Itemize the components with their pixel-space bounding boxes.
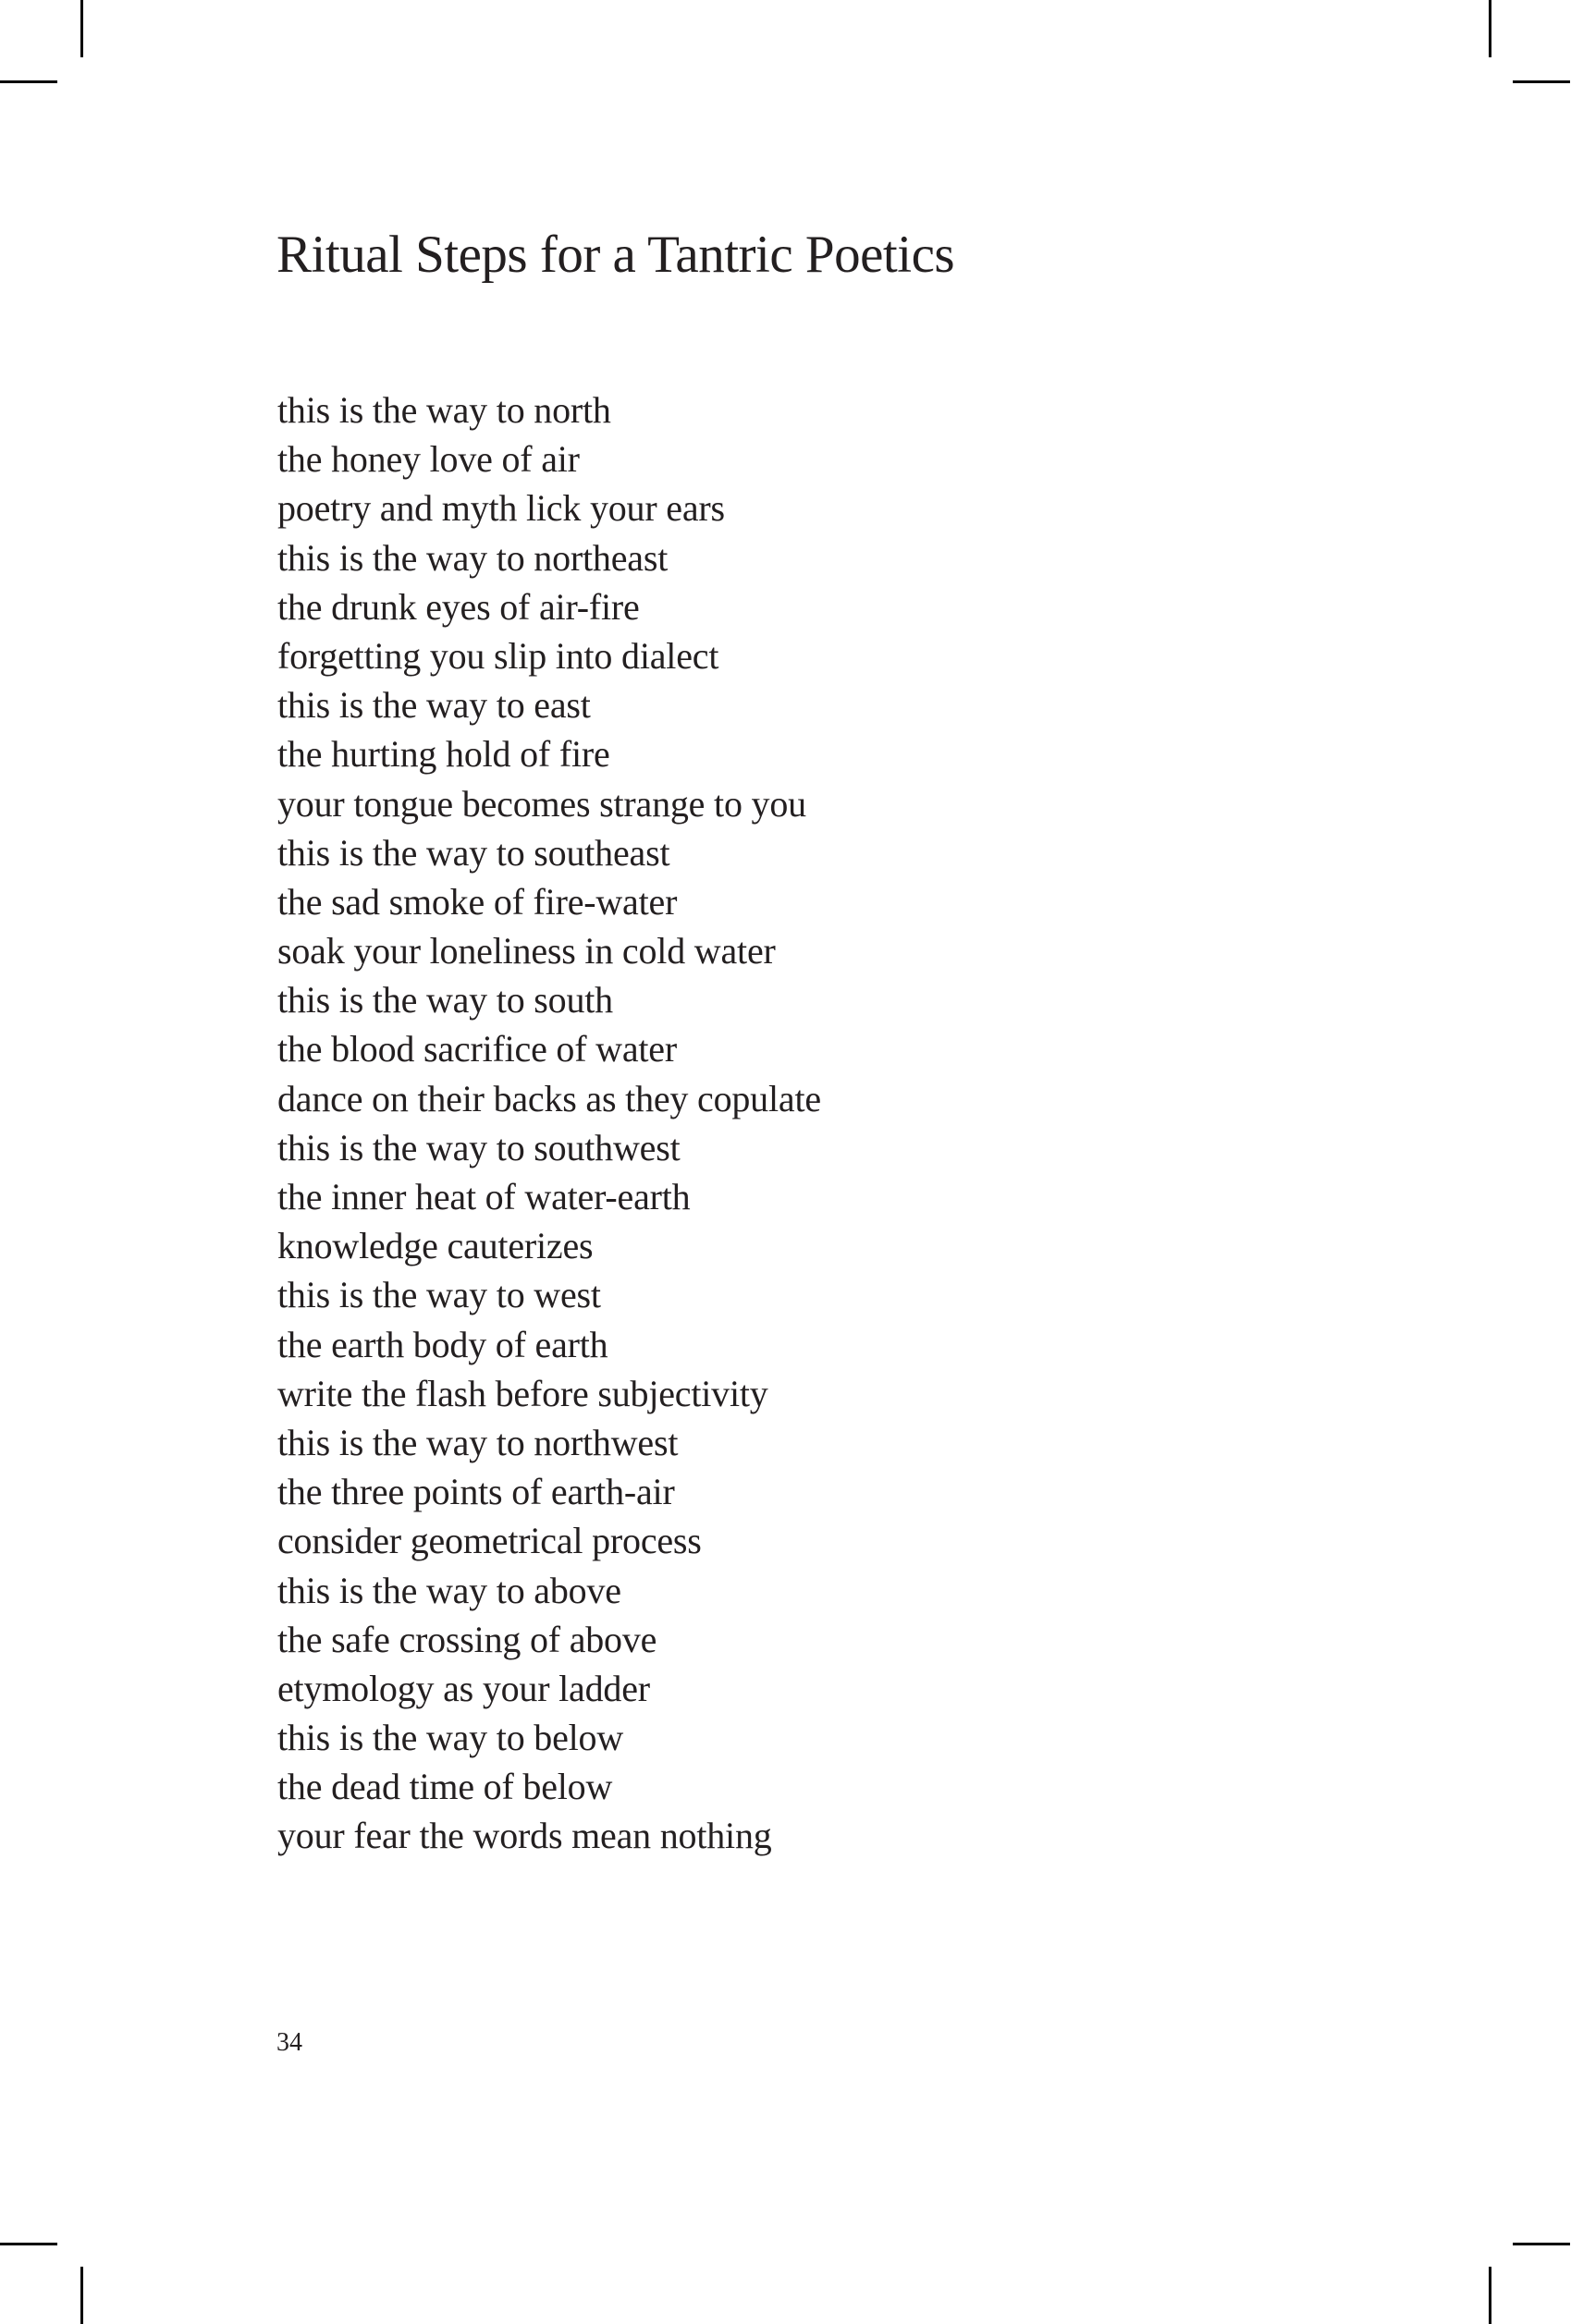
crop-mark-icon	[80, 0, 83, 57]
poem-line: dance on their backs as they copulate	[277, 1077, 821, 1119]
poem-line: knowledge cauterizes	[277, 1225, 594, 1267]
poem-line: consider geometrical process	[277, 1520, 702, 1562]
poem-line: this is the way to south	[277, 979, 613, 1021]
poem-line: this is the way to northeast	[277, 536, 669, 579]
poem-line: poetry and myth lick your ears	[277, 487, 725, 530]
poem-line: this is the way to east	[277, 684, 591, 727]
poem-line: the dead time of below	[277, 1766, 613, 1808]
poem-line: the hurting hold of fire	[277, 733, 610, 776]
page-title: Ritual Steps for a Tantric Poetics	[276, 226, 955, 284]
crop-mark-icon	[0, 2243, 57, 2245]
poem-line: this is the way to northwest	[277, 1421, 679, 1463]
poem-line: this is the way to north	[277, 389, 611, 431]
poem-line: the three points of earth-air	[277, 1471, 675, 1513]
crop-mark-icon	[0, 80, 57, 83]
poem-line: forgetting you slip into dialect	[277, 634, 719, 677]
poem-line: the sad smoke of fire-water	[277, 880, 678, 923]
poem-line: the honey love of air	[277, 438, 580, 481]
poem-line: the earth body of earth	[277, 1323, 608, 1365]
poem-line: this is the way to southwest	[277, 1126, 681, 1168]
poem-line: your tongue becomes strange to you	[277, 782, 806, 825]
poem-line: soak your loneliness in cold water	[277, 930, 776, 972]
poem-line: the safe crossing of above	[277, 1618, 657, 1660]
poem-line: the blood sacrifice of water	[277, 1028, 677, 1070]
poem-line: this is the way to southeast	[277, 831, 670, 874]
poem-line: your fear the words mean nothing	[277, 1815, 772, 1857]
crop-mark-icon	[1489, 2267, 1491, 2324]
crop-mark-icon	[1489, 0, 1491, 57]
poem-line: etymology as your ladder	[277, 1667, 650, 1709]
poem-line: this is the way to west	[277, 1274, 601, 1316]
poem-line: this is the way to below	[277, 1717, 624, 1759]
poem-body	[277, 385, 821, 1861]
crop-mark-icon	[80, 2267, 83, 2324]
poem-line: the drunk eyes of air-fire	[277, 585, 640, 628]
page-number: 34	[276, 2028, 302, 2057]
crop-mark-icon	[1513, 2243, 1570, 2245]
poem-line: this is the way to above	[277, 1569, 621, 1611]
poem-line: write the flash before subjectivity	[277, 1372, 768, 1414]
poem-line: the inner heat of water-earth	[277, 1176, 691, 1217]
crop-mark-icon	[1513, 80, 1570, 83]
